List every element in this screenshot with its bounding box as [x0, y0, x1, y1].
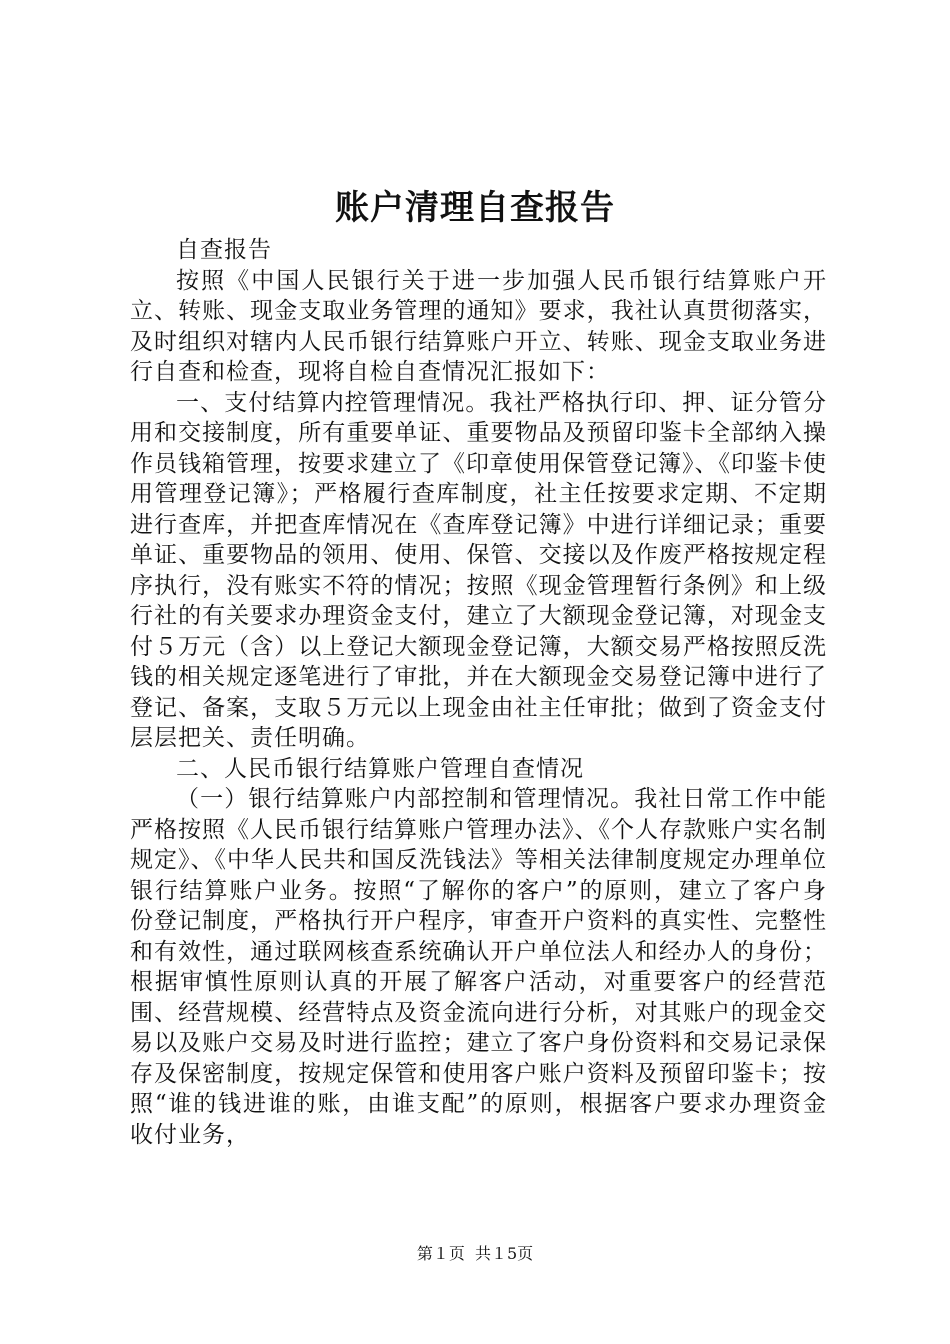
- paragraph-intro: 按照《中国人民银行关于进一步加强人民币银行结算账户开立、转账、现金支取业务管理的通知》要求，我社认真贯彻落实，及时组织对辖内人民币银行结算账户开立、转账、现金支取业务进行自查和检查，现将自检自查情况汇报如下：: [130, 267, 827, 385]
- paragraph-heading: 自查报告: [176, 237, 272, 263]
- paragraph-section-2-heading: 二、人民币银行结算账户管理自查情况: [176, 755, 584, 782]
- paragraph-section-1: 一、支付结算内控管理情况。我社严格执行印、押、证分管分用和交接制度，所有重要单证、重要物品及预留印鉴卡全部纳入操作员钱箱管理，按要求建立了《印章使用保管登记簿》、《印鉴卡使用管理登记簿》；严格履行查库制度，社主任按要求定期、不定期进行查库，并把查库情况在《查库登记簿》中进行详细记录；重要单证、重要物品的领用、使用、保管、交接以及作废严格按规定程序执行，没有账实不符的情况；按照《现金管理暂行条例》和上级行社的有关要求办理资金支付，建立了大额现金登记簿，对现金支付５万元（含）以上登记大额现金登记簿，大额交易严格按照反洗钱的相关规定逐笔进行了审批，并在大额现金交易登记簿中进行了登记、备案，支取５万元以上现金由社主任审批；做到了资金支付层层把关、责任明确。: [130, 389, 827, 751]
- page-number: 第１页: [416, 1244, 465, 1263]
- page-total: 共１5页: [475, 1244, 534, 1263]
- page-footer: [0, 1243, 950, 1265]
- paragraph-section-2-1: （一）银行结算账户内部控制和管理情况。我社日常工作中能严格按照《人民币银行结算账户管理办法》、《个人存款账户实名制规定》、《中华人民共和国反洗钱法》等相关法律制度规定办理单位银行结算账户业务。按照“了解你的客户”的原则，建立了客户身份登记制度，严格执行开户程序，审查开户资料的真实性、完整性和有效性，通过联网核查系统确认开户单位法人和经办人的身份；根据审慎性原则认真的开展了解客户活动，对重要客户的经营范围、经营规模、经营特点及资金流向进行分析，对其账户的现金交易以及账户交易及时进行监控；建立了客户身份资料和交易记录保存及保密制度，按规定保管和使用客户账户资料及预留印鉴卡；按照“谁的钱进谁的账，由谁支配”的原则，根据客户要求办理资金收付业务，: [130, 786, 827, 1148]
- document-body: [130, 235, 827, 1150]
- document-title: 账户清理自查报告: [335, 188, 615, 228]
